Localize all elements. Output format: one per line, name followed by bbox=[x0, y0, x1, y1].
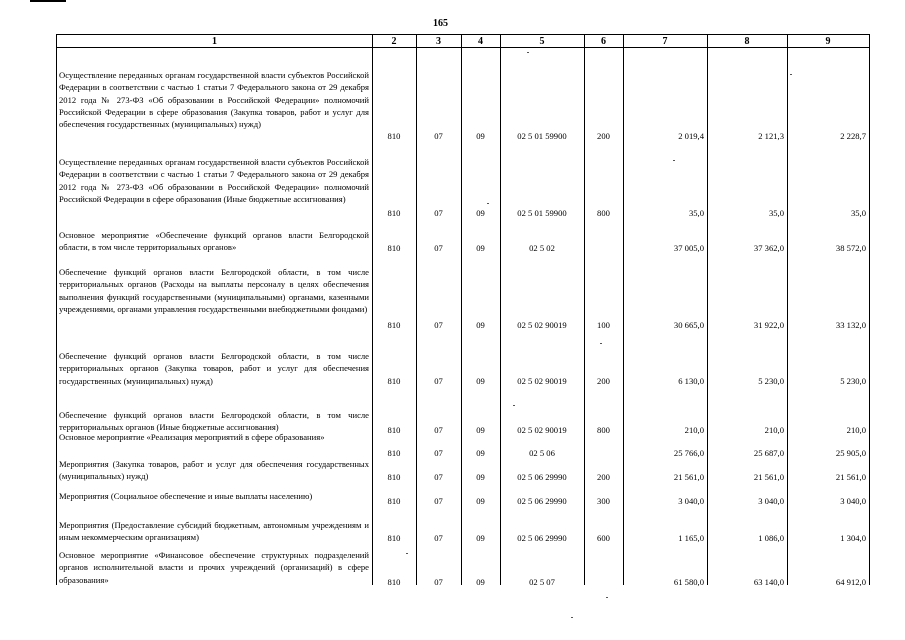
scan-speck bbox=[406, 553, 408, 554]
row-expense-type: 200 bbox=[597, 131, 610, 141]
row-code: 810 bbox=[387, 448, 401, 458]
header-col-3: 3 bbox=[436, 36, 441, 47]
row-description: Мероприятия (Социальное обеспечение и иные выплаты населению) bbox=[59, 491, 313, 501]
row-description: Основное мероприятие «Финансовое обеспечение структурных подразделений органов исполнительной власти и прочих учреждений (организаций) в сфере образования» bbox=[59, 550, 369, 585]
row-section: 07 bbox=[434, 208, 443, 218]
budget-table bbox=[56, 34, 870, 585]
row-expense-type: 300 bbox=[597, 496, 610, 506]
row-target-code: 02 5 01 59900 bbox=[517, 208, 567, 218]
row-subsection: 09 bbox=[476, 425, 485, 435]
row-amount-year2: 2 121,3 bbox=[758, 131, 784, 141]
row-description: Основное мероприятие «Обеспечение функций органов власти Белгородской области, в том числе территориальных органов» bbox=[59, 230, 369, 253]
row-subsection: 09 bbox=[476, 496, 485, 506]
row-amount-year3: 210,0 bbox=[846, 425, 866, 435]
top-edge-mark bbox=[30, 0, 66, 2]
row-expense-type: 200 bbox=[597, 472, 610, 482]
scan-speck bbox=[606, 597, 608, 598]
row-code: 810 bbox=[387, 425, 401, 435]
row-amount-year2: 37 362,0 bbox=[753, 243, 784, 253]
scan-speck bbox=[571, 617, 573, 618]
row-section: 07 bbox=[434, 472, 443, 482]
row-amount-year3: 2 228,7 bbox=[840, 131, 866, 141]
row-target-code: 02 5 06 29990 bbox=[517, 533, 567, 543]
row-description: Обеспечение функций органов власти Белгородской области, в том числе территориальных органов (Иные бюджетные ассигнования) bbox=[59, 410, 369, 433]
row-section: 07 bbox=[434, 243, 443, 253]
header-rule bbox=[57, 47, 869, 48]
row-amount-year2: 3 040,0 bbox=[758, 496, 784, 506]
row-amount-year3: 64 912,0 bbox=[835, 577, 866, 587]
row-amount-year2: 25 687,0 bbox=[753, 448, 784, 458]
header-col-9: 9 bbox=[825, 36, 831, 47]
header-col-6: 6 bbox=[601, 36, 606, 47]
row-subsection: 09 bbox=[476, 472, 485, 482]
row-code: 810 bbox=[387, 472, 401, 482]
row-amount-year3: 35,0 bbox=[850, 208, 866, 218]
row-expense-type: 800 bbox=[597, 425, 610, 435]
row-amount-year3: 1 304,0 bbox=[840, 533, 866, 543]
row-description: Основное мероприятие «Реализация мероприятий в сфере образования» bbox=[59, 432, 325, 442]
row-target-code: 02 5 06 29990 bbox=[517, 496, 567, 506]
row-section: 07 bbox=[434, 533, 443, 543]
row-amount-year1: 25 766,0 bbox=[673, 448, 704, 458]
row-subsection: 09 bbox=[476, 320, 485, 330]
row-amount-year2: 5 230,0 bbox=[758, 376, 784, 386]
scan-speck bbox=[673, 160, 675, 161]
row-code: 810 bbox=[387, 131, 401, 141]
row-code: 810 bbox=[387, 376, 401, 386]
header-col-4: 4 bbox=[478, 36, 483, 47]
row-code: 810 bbox=[387, 533, 401, 543]
row-amount-year1: 210,0 bbox=[684, 425, 704, 435]
row-amount-year1: 3 040,0 bbox=[678, 496, 704, 506]
row-code: 810 bbox=[387, 496, 401, 506]
row-subsection: 09 bbox=[476, 243, 485, 253]
row-amount-year2: 31 922,0 bbox=[753, 320, 784, 330]
header-col-2: 2 bbox=[391, 36, 397, 47]
header-col-8: 8 bbox=[744, 36, 750, 47]
row-description: Обеспечение функций органов власти Белгородской области, в том числе территориальных органов (Расходы на выплаты персоналу в целях обеспечения выполнения функций государственными (муниципальными) органами, казенными учреждениями, органами управления государственными внебюджетными фондами) bbox=[59, 267, 369, 314]
row-code: 810 bbox=[387, 243, 401, 253]
row-amount-year3: 21 561,0 bbox=[835, 472, 866, 482]
row-target-code: 02 5 02 bbox=[529, 243, 555, 253]
row-section: 07 bbox=[434, 425, 443, 435]
row-expense-type: 800 bbox=[597, 208, 610, 218]
row-description: Обеспечение функций органов власти Белгородской области, в том числе территориальных органов (Закупка товаров, работ и услуг для обеспечения государственных (муниципальных) нужд) bbox=[59, 351, 369, 386]
row-amount-year2: 21 561,0 bbox=[753, 472, 784, 482]
row-subsection: 09 bbox=[476, 208, 485, 218]
row-expense-type: 100 bbox=[597, 320, 610, 330]
row-amount-year3: 5 230,0 bbox=[840, 376, 866, 386]
row-code: 810 bbox=[387, 577, 401, 587]
row-section: 07 bbox=[434, 131, 443, 141]
row-subsection: 09 bbox=[476, 533, 485, 543]
header-col-1: 1 bbox=[212, 36, 217, 47]
row-expense-type: 600 bbox=[597, 533, 610, 543]
row-amount-year1: 2 019,4 bbox=[678, 131, 704, 141]
row-target-code: 02 5 06 bbox=[529, 448, 555, 458]
row-amount-year1: 1 165,0 bbox=[678, 533, 704, 543]
row-subsection: 09 bbox=[476, 131, 485, 141]
row-amount-year1: 21 561,0 bbox=[673, 472, 704, 482]
scan-speck bbox=[790, 74, 792, 75]
row-description: Осуществление переданных органам государственной власти субъектов Российской Федерации в соответствии с частью 1 статьи 7 Федерального закона от 29 декабря 2012 года № 273-ФЗ «Об образовании в Российской Федерации» полномочий Российской Федерации в сфере образования (Закупка товаров, работ и услуг для обеспечения государственных (муниципальных) нужд) bbox=[59, 70, 369, 130]
row-target-code: 02 5 02 90019 bbox=[517, 320, 567, 330]
row-amount-year3: 33 132,0 bbox=[835, 320, 866, 330]
row-target-code: 02 5 02 90019 bbox=[517, 376, 567, 386]
row-section: 07 bbox=[434, 376, 443, 386]
row-subsection: 09 bbox=[476, 376, 485, 386]
row-description: Осуществление переданных органам государственной власти субъектов Российской Федерации в соответствии с частью 1 статьи 7 Федерального закона от 29 декабря 2012 года № 273-ФЗ «Об образовании в Российской Федерации» полномочий Российской Федерации в сфере образования (Иные бюджетные ассигнования) bbox=[59, 157, 369, 204]
row-target-code: 02 5 02 90019 bbox=[517, 425, 567, 435]
row-amount-year1: 6 130,0 bbox=[678, 376, 704, 386]
page-number: 165 bbox=[433, 18, 448, 29]
row-section: 07 bbox=[434, 320, 443, 330]
row-description: Мероприятия (Предоставление субсидий бюджетным, автономным учреждениям и иным некоммерческим организациям) bbox=[59, 520, 369, 543]
row-amount-year2: 1 086,0 bbox=[758, 533, 784, 543]
row-amount-year3: 25 905,0 bbox=[835, 448, 866, 458]
row-amount-year1: 61 580,0 bbox=[673, 577, 704, 587]
row-subsection: 09 bbox=[476, 448, 485, 458]
row-amount-year3: 3 040,0 bbox=[840, 496, 866, 506]
row-amount-year2: 35,0 bbox=[768, 208, 784, 218]
row-amount-year3: 38 572,0 bbox=[835, 243, 866, 253]
header-col-5: 5 bbox=[539, 36, 545, 47]
row-expense-type: 200 bbox=[597, 376, 610, 386]
row-target-code: 02 5 06 29990 bbox=[517, 472, 567, 482]
row-section: 07 bbox=[434, 448, 443, 458]
scan-speck bbox=[513, 405, 515, 406]
row-amount-year2: 210,0 bbox=[764, 425, 784, 435]
row-description: Мероприятия (Закупка товаров, работ и услуг для обеспечения государственных (муниципальных) нужд) bbox=[59, 459, 369, 482]
row-target-code: 02 5 07 bbox=[529, 577, 555, 587]
row-amount-year1: 35,0 bbox=[688, 208, 704, 218]
row-target-code: 02 5 01 59900 bbox=[517, 131, 567, 141]
row-amount-year2: 63 140,0 bbox=[753, 577, 784, 587]
row-amount-year1: 30 665,0 bbox=[673, 320, 704, 330]
header-col-7: 7 bbox=[662, 36, 668, 47]
scan-speck bbox=[600, 343, 602, 344]
row-amount-year1: 37 005,0 bbox=[673, 243, 704, 253]
row-code: 810 bbox=[387, 320, 401, 330]
row-subsection: 09 bbox=[476, 577, 485, 587]
row-section: 07 bbox=[434, 577, 443, 587]
scan-speck bbox=[527, 52, 529, 53]
row-code: 810 bbox=[387, 208, 401, 218]
row-section: 07 bbox=[434, 496, 443, 506]
scan-speck bbox=[487, 203, 489, 204]
